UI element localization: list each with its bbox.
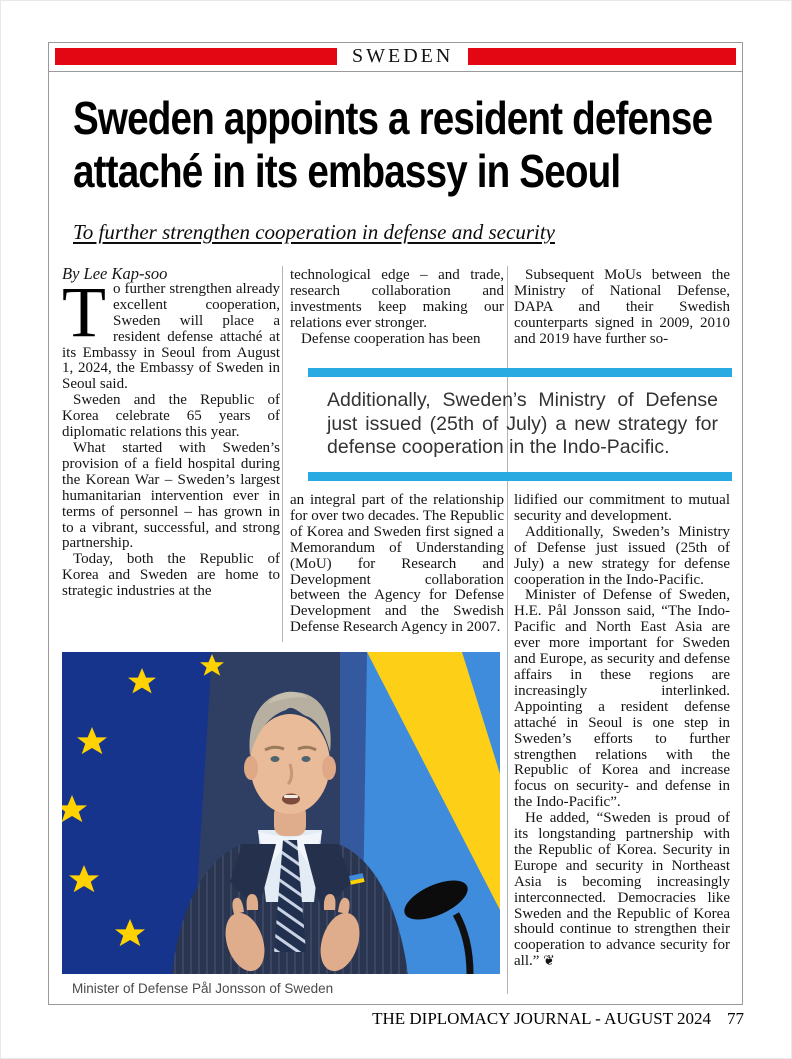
paragraph: To further strengthen already excellent cooperation, Sweden will place a resident defense attaché at its Embassy in Seoul from August 1, 2024, the Embassy of Sweden in Seoul said. — [62, 271, 280, 393]
column-2-top — [290, 268, 504, 348]
byline: By Lee Kap-soo — [62, 264, 168, 283]
photo-illustration — [62, 652, 500, 974]
pull-quote — [308, 368, 732, 481]
paragraph: Defense cooperation has been — [301, 330, 481, 347]
drop-cap: T — [62, 271, 106, 352]
column-divider-1 — [282, 266, 283, 642]
paragraph: Today, both the Republic of Korea and Sweden are home to strategic industries at the — [62, 551, 280, 600]
page-number: 77 — [727, 1009, 744, 1028]
paragraph: What started with Sweden’s provision of a field hospital during the Korean War – Sweden’s largest humanitarian intervention ever in terms of personnel – has grown in to a vibrant, successful, and strong partnership. — [62, 439, 280, 552]
paragraph: lidified our commitment to mutual security and development. — [514, 492, 730, 524]
paragraph: technological edge – and trade, research collaboration and investments keep making our relations ever stronger. — [290, 267, 504, 331]
headline-line-1: Sweden appoints a resident defense — [73, 92, 713, 144]
column-1 — [62, 266, 280, 600]
column-3-top — [514, 268, 730, 348]
column-3-bottom — [514, 493, 730, 970]
article-subhead: To further strengthen cooperation in defense and security — [73, 220, 555, 244]
paragraph: Minister of Defense of Sweden, H.E. Pål Jonsson said, “The Indo-Pacific and North East Asia are ever more important for Sweden and Europe, as security and defense affairs in these regions are increasingly interlinked. Appointing a resident defense attaché in Seoul is one step in Sweden’s efforts to further strengthen relations with the Republic of Korea and increase focus on security- and defense in the Indo-Pacific”. — [514, 587, 730, 811]
photo-caption: Minister of Defense Pål Jonsson of Sweden — [72, 981, 334, 996]
pull-quote-bar-top — [308, 368, 732, 377]
kicker-bar-left — [55, 48, 337, 65]
section-kicker — [48, 42, 743, 72]
journal-name: THE DIPLOMACY JOURNAL - AUGUST 2024 — [372, 1009, 711, 1028]
press-conference-photo — [62, 652, 500, 974]
paragraph: an integral part of the relationship for over two decades. The Republic of Korea and Sweden first signed a Memorandum of Understanding (MoU) for Research and Development collaboration between the Agency for Defense Development and the Swedish Defense Research Agency in 2007. — [290, 492, 504, 636]
pull-quote-text: Additionally, Sweden’s Ministry of Defense just issued (25th of July) a new strategy for defense cooperation in the Indo-Pacific. — [327, 389, 718, 458]
column-2-bottom — [290, 493, 504, 636]
end-of-article-mark: ❦ — [543, 954, 555, 970]
paragraph: Sweden and the Republic of Korea celebrate 65 years of diplomatic relations this year. — [62, 392, 280, 441]
pull-quote-bar-bottom — [308, 472, 732, 481]
paragraph: He added, “Sweden is proud of its longstanding partnership with the Republic of Korea. Security in Europe and security in Northeast Asia is becoming increasingly interconnected. Democracies like Sweden and the Republic of Korea should continue to strengthen their cooperation to advance security for all.” ❦ — [514, 810, 730, 970]
paragraph: Subsequent MoUs between the Ministry of National Defense, DAPA and their Swedish counterparts signed in 2009, 2010 and 2019 have further so- — [514, 267, 730, 347]
section-label: SWEDEN — [352, 45, 454, 67]
paragraph: Additionally, Sweden’s Ministry of Defense just issued (25th of July) a new strategy for defense cooperation in the Indo-Pacific. — [514, 523, 730, 588]
kicker-bar-right — [468, 48, 736, 65]
page-footer — [372, 1009, 744, 1029]
headline-line-2: attaché in its embassy in Seoul — [73, 145, 621, 197]
article-headline — [73, 92, 792, 198]
